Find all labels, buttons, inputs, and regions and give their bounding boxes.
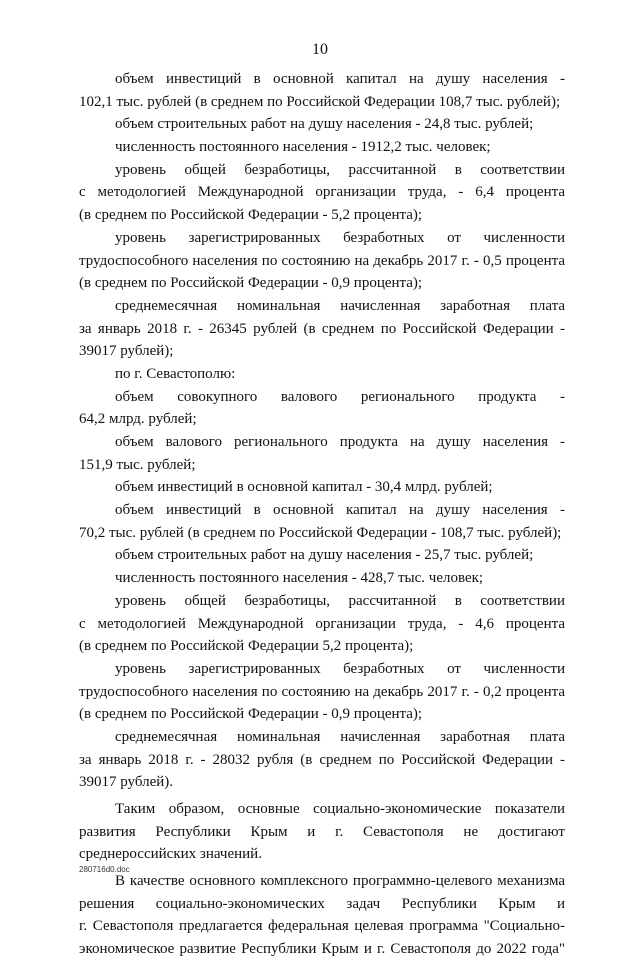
text-line: среднемесячная номинальная начисленная заработная плата bbox=[115, 297, 565, 314]
text-line: по г. Севастополю: bbox=[115, 365, 236, 382]
text-line: Таким образом, основные социально-экономические показатели bbox=[115, 801, 565, 817]
text-line: уровень общей безработицы, рассчитанной в соответствии bbox=[115, 592, 565, 609]
text-line: объем инвестиций в основной капитал - 30,4 млрд. рублей; bbox=[115, 479, 493, 496]
text-line: объем валового регионального продукта на душу населения - bbox=[115, 434, 565, 450]
document-body bbox=[79, 68, 565, 961]
text-line: (в среднем по Российской Федерации - 0,9 процента); bbox=[79, 275, 423, 292]
text-line: за январь 2018 г. - 28032 рубля (в среднем по Российской Федерации - bbox=[79, 751, 565, 768]
text-line: среднероссийских значений. bbox=[79, 846, 262, 863]
footer-filename: 280716d0.doc bbox=[79, 865, 130, 874]
text-line: объем строительных работ на душу населения - 25,7 тыс. рублей; bbox=[115, 547, 534, 564]
text-line: (в среднем по Российской Федерации 5,2 процента); bbox=[79, 638, 414, 655]
text-line: (в среднем по Российской Федерации - 5,2 процента); bbox=[79, 207, 423, 224]
text-line: объем строительных работ на душу населения - 24,8 тыс. рублей; bbox=[115, 116, 534, 133]
text-line: экономическое развитие Республики Крым и г. Севастополя до 2022 года" bbox=[79, 941, 565, 958]
text-line: (в среднем по Российской Федерации - 0,9 процента); bbox=[79, 706, 423, 723]
text-line: объем инвестиций в основной капитал на душу населения - bbox=[115, 502, 565, 519]
text-line: 39017 рублей); bbox=[79, 343, 174, 360]
text-line: 102,1 тыс. рублей (в среднем по Российской Федерации 108,7 тыс. рублей); bbox=[79, 93, 561, 110]
text-line: уровень общей безработицы, рассчитанной в соответствии bbox=[115, 161, 565, 178]
text-line: В качестве основного комплексного программно-целевого механизма bbox=[115, 873, 565, 890]
text-line: 39017 рублей). bbox=[79, 774, 174, 791]
text-line: 70,2 тыс. рублей (в среднем по Российской Федерации - 108,7 тыс. рублей); bbox=[79, 524, 562, 541]
text-line: объем инвестиций в основной капитал на душу населения - bbox=[115, 71, 565, 87]
text-line: развития Республики Крым и г. Севастополя не достигают bbox=[79, 823, 565, 840]
text-line: уровень зарегистрированных безработных от численности bbox=[115, 660, 565, 677]
text-line: трудоспособного населения по состоянию на декабрь 2017 г. - 0,5 процента bbox=[79, 252, 565, 269]
text-line: численность постоянного населения - 1912,2 тыс. человек; bbox=[115, 139, 491, 156]
page-number: 10 bbox=[312, 41, 328, 58]
text-line: уровень зарегистрированных безработных от численности bbox=[115, 229, 565, 246]
text-line: 151,9 тыс. рублей; bbox=[79, 456, 196, 473]
text-line: г. Севастополя предлагается федеральная целевая программа "Социально- bbox=[79, 918, 565, 935]
text-line: численность постоянного населения - 428,7 тыс. человек; bbox=[115, 570, 484, 587]
text-line: с методологией Международной организации труда, - 6,4 процента bbox=[79, 184, 565, 201]
text-line: объем совокупного валового регионального продукта - bbox=[115, 388, 565, 405]
text-line: трудоспособного населения по состоянию на декабрь 2017 г. - 0,2 процента bbox=[79, 683, 565, 700]
text-line: 64,2 млрд. рублей; bbox=[79, 411, 197, 428]
text-line: решения социально-экономических задач Республики Крым и bbox=[79, 895, 565, 912]
text-line: с методологией Международной организации труда, - 4,6 процента bbox=[79, 615, 565, 632]
text-line: среднемесячная номинальная начисленная заработная плата bbox=[115, 728, 565, 745]
text-line: за январь 2018 г. - 26345 рублей (в среднем по Российской Федерации - bbox=[79, 320, 565, 337]
